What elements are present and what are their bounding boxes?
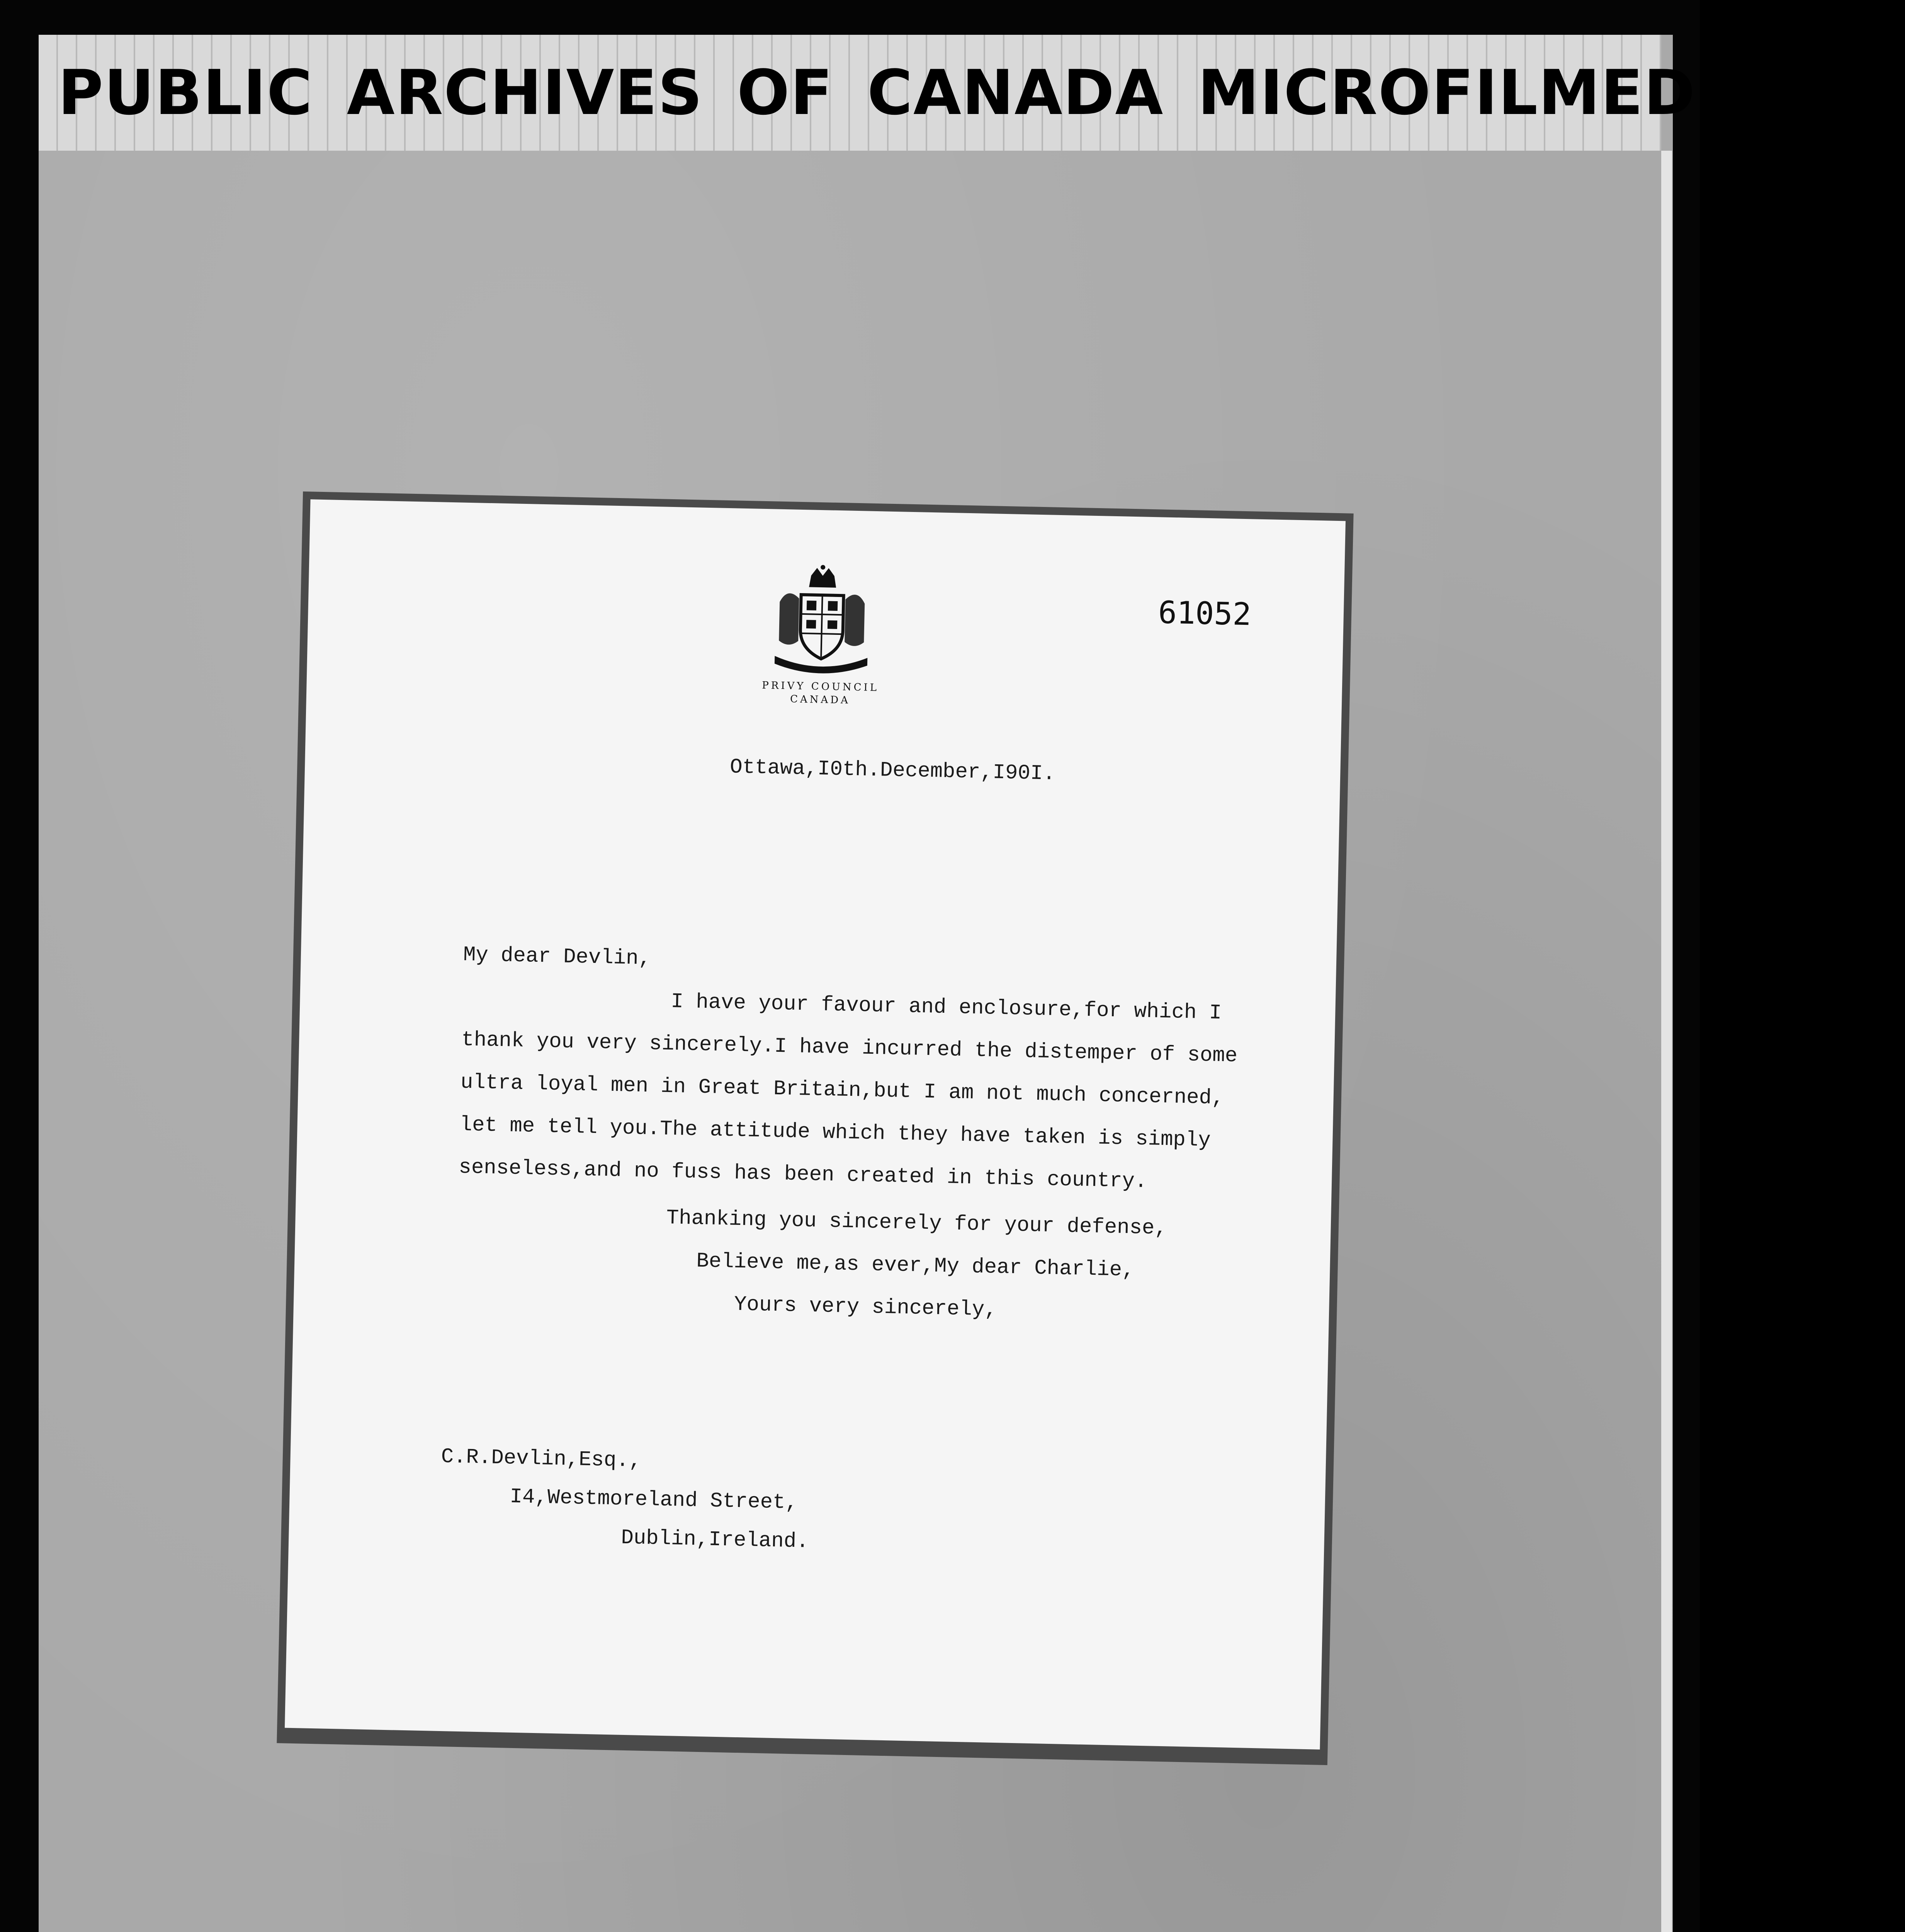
address-line-3: Dublin,Ireland. (620, 1526, 809, 1554)
dateline: Ottawa,I0th.December,I90I. (729, 755, 1056, 786)
body-line-1: I have your favour and enclosure,for which I (670, 990, 1222, 1025)
privy-council-crest-icon (751, 563, 892, 681)
closing-line-3: Yours very sincerely, (734, 1293, 998, 1322)
archive-header-title: PUBLIC ARCHIVES OF CANADA MICROFILMED 1954 (58, 56, 1905, 129)
board-edge (1661, 151, 1672, 1932)
body-line-5: senseless,and no fuss has been created in this country. (458, 1155, 1148, 1194)
closing-line-2: Believe me,as ever,My dear Charlie, (696, 1249, 1135, 1282)
salutation: My dear Devlin, (463, 943, 651, 971)
address-line-1: C.R.Devlin,Esq., (441, 1445, 642, 1473)
letter-page (285, 499, 1346, 1749)
body-line-2: thank you very sincerely.I have incurred the distemper of some (461, 1028, 1238, 1068)
body-line-4: let me tell you.The attitude which they have taken is simply (459, 1113, 1211, 1153)
crest-caption (727, 678, 913, 708)
closing-line-1: Thanking you sincerely for your defense, (666, 1206, 1167, 1241)
body-line-3: ultra loyal men in Great Britain,but I am not much concerned, (460, 1070, 1225, 1111)
address-line-2: I4,Westmoreland Street, (509, 1485, 798, 1515)
crest-caption-line1: PRIVY COUNCIL (762, 679, 879, 694)
document-number: 61052 (1157, 594, 1252, 633)
crest-caption-line2: CANADA (790, 693, 851, 706)
